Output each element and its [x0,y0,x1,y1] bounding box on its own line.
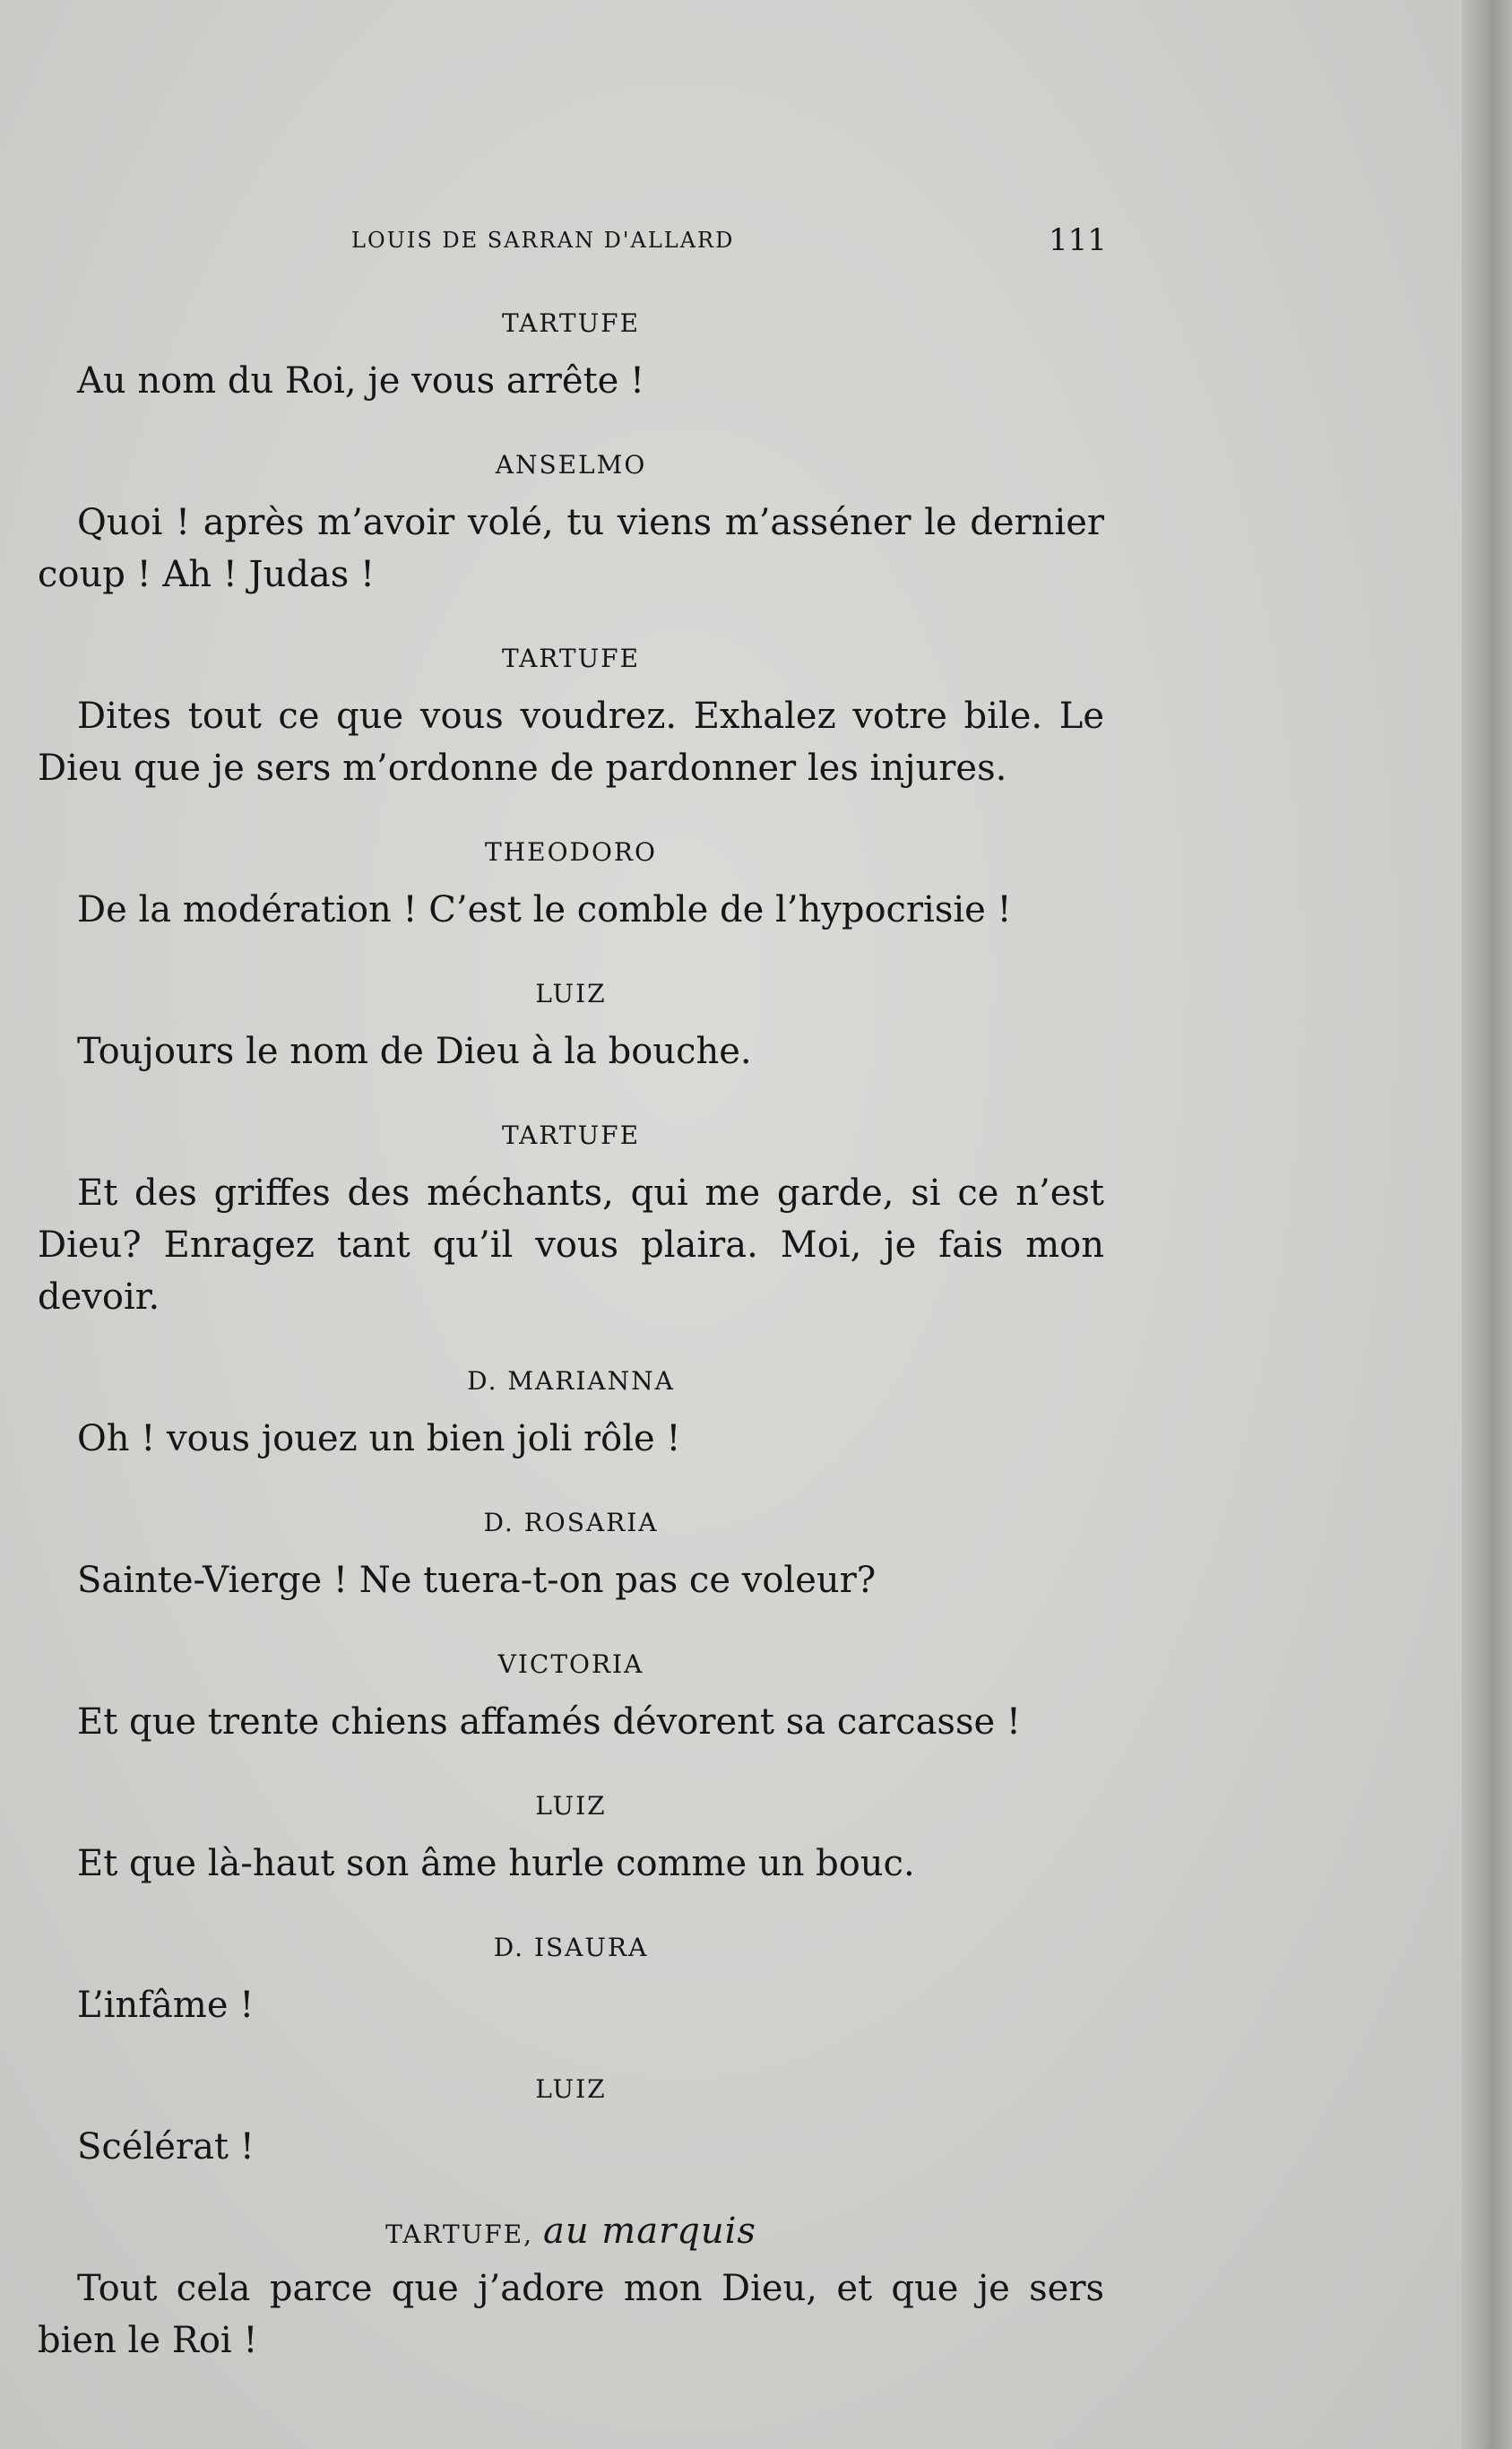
dialogue-text [38,292,1104,2406]
speaker-name: LUIZ [535,1791,607,1821]
speaker-name: LUIZ [535,2074,607,2104]
speaker-name: TARTUFE [501,644,641,673]
page-number: 111 [1049,222,1107,258]
speaker-name: LUIZ [535,979,607,1008]
speech: Et que trente chiens affamés dévorent sa carcasse ! [77,1701,1021,1743]
speaker-name: D. ISAURA [493,1933,649,1962]
book-spine-edge [1462,0,1512,2449]
speech: Et des griffes des méchants, qui me garde, si ce n’est Dieu? Enragez tant qu’il vous plaira. Moi, je fais mon devoir. [38,1173,1104,1318]
speech: Oh ! vous jouez un bien joli rôle ! [77,1418,681,1459]
speech: De la modération ! C’est le comble de l’hypocrisie ! [77,889,1012,930]
speech: Toujours le nom de Dieu à la bouche. [77,1031,752,1072]
speech: Au nom du Roi, je vous arrête ! [77,360,645,402]
speaker-name: TARTUFE [501,308,641,338]
stage-direction: au marquis [542,2211,756,2252]
speech: Sainte-Vierge ! Ne tuera-t-on pas ce voleur? [77,1560,877,1601]
speech: Et que là-haut son âme hurle comme un bouc. [77,1843,915,1884]
speech: Quoi ! après m’avoir volé, tu viens m’asséner le dernier coup ! Ah ! Judas ! [38,502,1104,595]
running-head: LOUIS DE SARRAN D'ALLARD [351,228,735,253]
speech: Tout cela parce que j’adore mon Dieu, et que je sers bien le Roi ! [38,2268,1104,2361]
speaker-name: VICTORIA [497,1649,644,1679]
speaker-name: ANSELMO [495,450,647,480]
speaker-name: TARTUFE, au marquis [385,2211,756,2252]
speech: Dites tout ce que vous voudrez. Exhalez votre bile. Le Dieu que je sers m’ordonne de pardonner les injures. [38,696,1104,789]
speech: L’infâme ! [77,1985,255,2026]
speaker-name: TARTUFE [501,1121,641,1150]
speaker-name: THEODORO [485,837,657,867]
speaker-name: D. MARIANNA [467,1366,675,1396]
page-header [0,222,1512,258]
speech: Scélérat ! [77,2126,255,2168]
speaker-name: D. ROSARIA [483,1508,659,1537]
